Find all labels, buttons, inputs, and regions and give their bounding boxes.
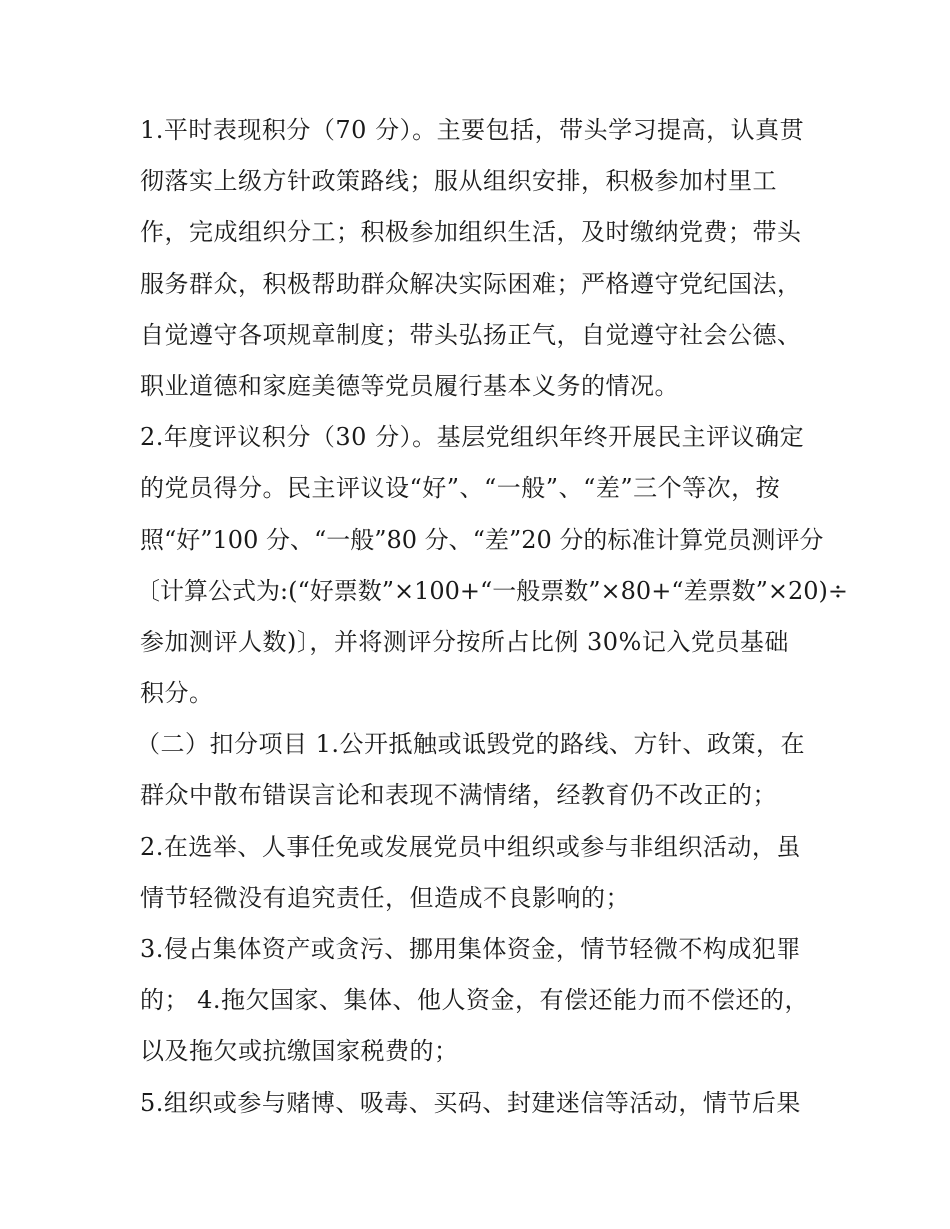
text-line: 3.侵占集体资产或贪污、挪用集体资金，情节轻微不构成犯罪 (140, 935, 801, 963)
text-line: 2.在选举、人事任免或发展党员中组织或参与非组织活动，虽 (140, 832, 801, 861)
text-line: 群众中散布错误言论和表现不满情绪，经教育仍不改正的； (140, 781, 777, 810)
text-line: （二）扣分项目 1.公开抵触或诋毁党的路线、方针、政策，在 (136, 730, 806, 759)
text-line: 作，完成组织分工；积极参加组织生活，及时缴纳党费；带头 (140, 218, 802, 247)
text-line: 的党员得分。民主评议设“好”、“一般”、“差”三个等次，按 (140, 474, 781, 503)
text-line: 2.年度评议积分（30 分）。基层党组织年终开展民主评议确定 (140, 423, 805, 452)
text-line: 以及拖欠或抗缴国家税费的； (140, 1037, 459, 1066)
text-line: 照“好”100 分、“一般”80 分、“差”20 分的标准计算党员测评分 (140, 525, 824, 554)
text-line: 服务群众，积极帮助群众解决实际困难；严格遵守党纪国法， (140, 269, 802, 298)
text-line: 的； 4.拖欠国家、集体、他人资金，有偿还能力而不偿还的， (140, 986, 810, 1015)
text-line: 积分。 (140, 679, 214, 708)
text-line: 自觉遵守各项规章制度；带头弘扬正气，自觉遵守社会公德、 (140, 320, 802, 349)
text-line: 〔计算公式为:(“好票数”×100+“一般票数”×80+“差票数”×20)÷ (136, 576, 848, 605)
text-line: 5.组织或参与赌博、吸毒、买码、封建迷信等活动，情节后果 (140, 1088, 801, 1117)
text-line: 1.平时表现积分（70 分）。主要包括，带头学习提高，认真贯 (140, 116, 805, 144)
document-body (136, 105, 848, 1129)
text-line: 职业道德和家庭美德等党员履行基本义务的情况。 (140, 371, 679, 400)
text-line: 彻落实上级方针政策路线；服从组织安排，积极参加村里工 (140, 167, 777, 196)
text-line: 情节轻微没有追究责任，但造成不良影响的； (140, 883, 630, 912)
text-line: 参加测评人数)〕，并将测评分按所占比例 30%记入党员基础 (140, 627, 789, 656)
